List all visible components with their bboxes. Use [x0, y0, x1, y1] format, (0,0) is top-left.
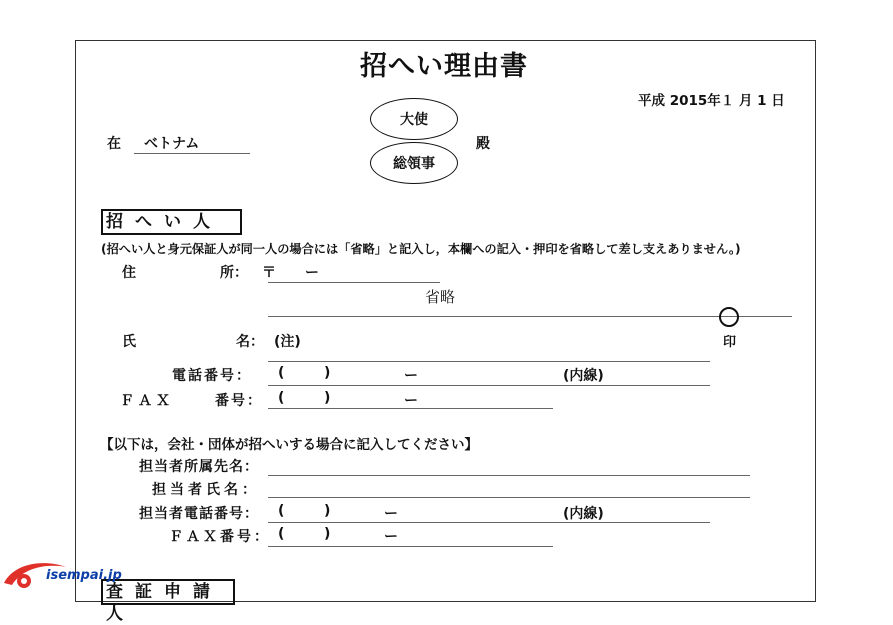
address-underline: [268, 316, 792, 317]
phone-paren-close: ): [324, 365, 331, 381]
company-section-heading: 【以下は，会社・団体が招へいする場合に記入してください】: [100, 437, 478, 453]
company-fax-paren-open: (: [278, 526, 285, 542]
company-phone-paren-close: ): [324, 503, 331, 519]
company-phone-paren-open: (: [278, 503, 285, 519]
seal-label: 印: [723, 335, 737, 350]
company-phone-extension-label: (内線): [563, 506, 604, 522]
company-person-label: 担当者氏名：: [152, 482, 260, 498]
inviter-heading-box: [101, 209, 242, 235]
inviter-note: (招へい人と身元保証人が同一人の場合には「省略」と記入し，本欄への記入・押印を省略して差し支えありません。): [101, 242, 741, 256]
company-phone-label: 担当者電話番号：: [139, 506, 259, 522]
fax-paren-close: ): [324, 390, 331, 406]
name-label-a: 氏: [122, 334, 136, 350]
phone-underline: [268, 385, 710, 386]
company-person-underline: [268, 497, 750, 498]
postal-dash: ー: [305, 265, 319, 281]
address-label-a: 住: [122, 265, 136, 281]
company-dept-underline: [268, 475, 750, 476]
phone-label: 電話番号：: [172, 368, 252, 384]
postal-mark: 〒: [262, 265, 276, 281]
ambassador-oval: [370, 98, 458, 140]
company-fax-dash: ー: [384, 529, 398, 545]
address-value: 省略: [425, 288, 456, 306]
fax-dash: ー: [404, 393, 418, 409]
addressee-country: ベトナム: [144, 136, 200, 152]
address-label-b: 所：: [220, 265, 248, 281]
fax-paren-open: (: [278, 390, 285, 406]
company-phone-dash: ー: [384, 506, 398, 522]
phone-dash: ー: [404, 368, 418, 384]
company-fax-paren-close: ): [324, 526, 331, 542]
document-date: 平成 2015年１ 月 1 日: [638, 93, 785, 109]
company-fax-label: ＦＡＸ番号：: [169, 529, 271, 545]
inviter-heading: 招へい人: [106, 212, 222, 232]
addressee-zai: 在: [107, 136, 121, 152]
company-fax-underline: [268, 546, 553, 547]
seal-circle-icon: [719, 307, 739, 327]
postal-underline: [268, 282, 440, 283]
fax-label-b: 番号：: [215, 393, 263, 409]
consul-general-oval: [370, 142, 458, 184]
name-underline: [268, 361, 710, 362]
applicant-heading: 査証申請人: [106, 582, 222, 624]
phone-paren-open: (: [278, 365, 285, 381]
name-label-b: 名：: [236, 334, 264, 350]
watermark-text: isempai.jp: [46, 568, 122, 583]
company-phone-underline: [268, 522, 710, 523]
fax-label-a: ＦＡＸ: [120, 393, 174, 409]
company-dept-label: 担当者所属先名：: [139, 459, 259, 475]
consul-general-label: 総領事: [393, 156, 435, 172]
document-title: 招へい理由書: [360, 51, 528, 82]
fax-underline: [268, 408, 553, 409]
ambassador-label: 大使: [400, 112, 428, 128]
country-underline: [134, 153, 250, 154]
name-note: (注): [274, 334, 301, 350]
addressee-honorific: 殿: [476, 136, 490, 152]
phone-extension-label: (内線): [563, 368, 604, 384]
